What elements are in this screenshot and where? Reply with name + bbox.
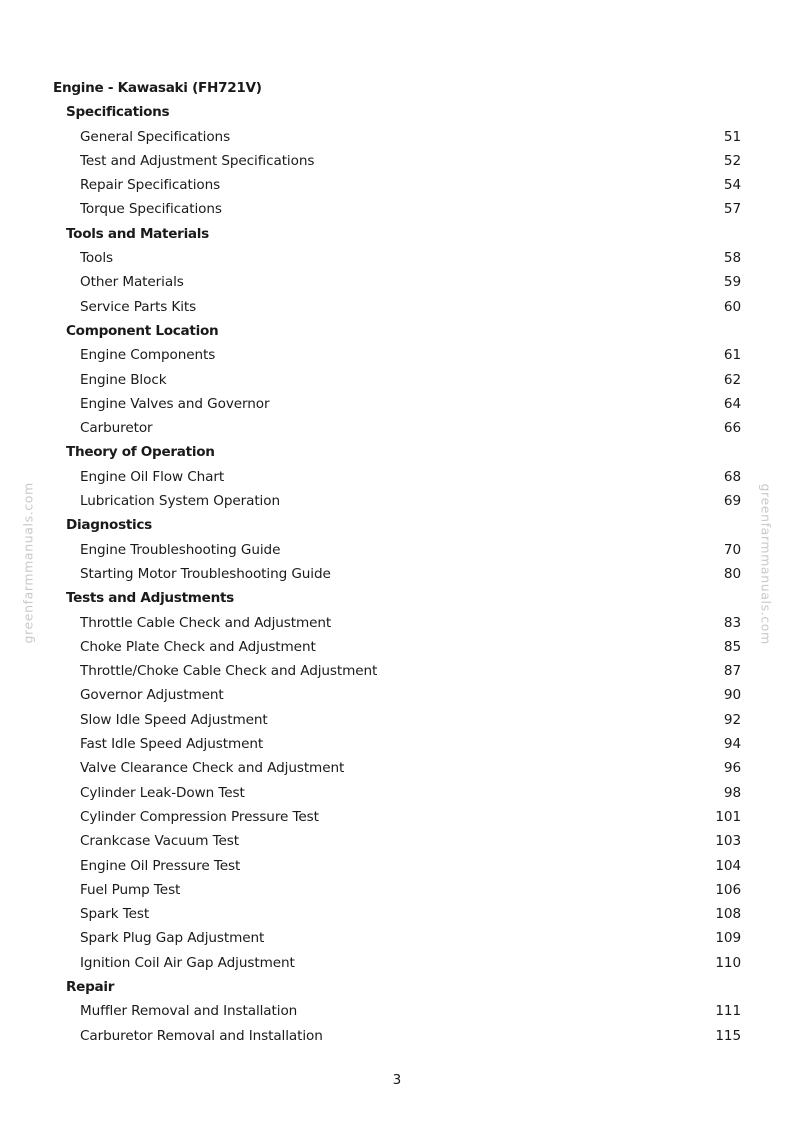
toc-entry[interactable] xyxy=(0,805,794,829)
toc-title[interactable]: Engine - Kawasaki (FH721V) xyxy=(53,80,262,96)
toc-entry-page-number: 87 xyxy=(723,663,741,680)
toc-entry[interactable] xyxy=(0,562,794,586)
toc-entry[interactable] xyxy=(0,538,794,562)
toc-entry-page-number: 68 xyxy=(723,468,741,485)
toc-entry-page-number: 80 xyxy=(723,565,741,582)
toc-entry[interactable] xyxy=(0,635,794,659)
toc-entry-label: Test and Adjustment Specifications xyxy=(80,152,315,169)
toc-entry-page-number: 110 xyxy=(715,954,741,971)
toc-entry[interactable] xyxy=(0,951,794,975)
toc-entry-page-number: 51 xyxy=(723,128,741,145)
toc-entry-page-number: 83 xyxy=(723,614,741,631)
toc-section-heading[interactable]: Specifications xyxy=(66,104,170,121)
toc-section-heading[interactable]: Tests and Adjustments xyxy=(66,590,234,607)
toc-entry[interactable] xyxy=(0,781,794,805)
toc-entry[interactable] xyxy=(0,368,794,392)
toc-entry-page-number: 57 xyxy=(723,201,741,218)
toc-entry-page-number: 66 xyxy=(723,420,741,437)
toc-entry[interactable] xyxy=(0,756,794,780)
toc-entry-label: General Specifications xyxy=(80,128,231,145)
toc-entry[interactable] xyxy=(0,125,794,149)
toc-section-heading[interactable]: Diagnostics xyxy=(66,517,152,534)
toc-entry-label: Spark Plug Gap Adjustment xyxy=(80,930,265,947)
toc-entry-page-number: 109 xyxy=(715,930,741,947)
toc-entry[interactable] xyxy=(0,392,794,416)
toc-entry[interactable] xyxy=(0,732,794,756)
toc-entry-page-number: 96 xyxy=(723,760,741,777)
toc-entry[interactable] xyxy=(0,902,794,926)
toc-entry[interactable] xyxy=(0,295,794,319)
toc-entry-page-number: 98 xyxy=(723,784,741,801)
toc-entry-page-number: 92 xyxy=(723,711,741,728)
toc-entry-page-number: 70 xyxy=(723,541,741,558)
page-number: 3 xyxy=(392,1072,402,1088)
table-of-contents xyxy=(0,76,794,1048)
toc-entry[interactable] xyxy=(0,489,794,513)
toc-entry-label: Engine Block xyxy=(80,371,167,388)
toc-entry-label: Throttle/Choke Cable Check and Adjustment xyxy=(80,663,378,680)
toc-entry-page-number: 115 xyxy=(715,1027,741,1044)
toc-entry-page-number: 58 xyxy=(723,250,741,267)
toc-entry-page-number: 69 xyxy=(723,493,741,510)
toc-entry-label: Service Parts Kits xyxy=(80,298,197,315)
toc-entry-page-number: 104 xyxy=(715,857,741,874)
toc-entry-label: Fuel Pump Test xyxy=(80,881,181,898)
toc-entry-page-number: 103 xyxy=(715,833,741,850)
toc-entry-label: Tools xyxy=(80,250,113,267)
toc-entry[interactable] xyxy=(0,270,794,294)
toc-entry-label: Carburetor Removal and Installation xyxy=(80,1027,323,1044)
toc-entry-label: Engine Components xyxy=(80,347,216,364)
toc-entry[interactable] xyxy=(0,926,794,950)
toc-entry[interactable] xyxy=(0,246,794,270)
toc-entry-label: Cylinder Leak-Down Test xyxy=(80,784,245,801)
toc-section-heading[interactable]: Component Location xyxy=(66,322,219,339)
toc-entry-label: Valve Clearance Check and Adjustment xyxy=(80,760,345,777)
toc-entry-page-number: 111 xyxy=(715,1003,741,1020)
toc-entry-label: Ignition Coil Air Gap Adjustment xyxy=(80,954,295,971)
toc-entry-page-number: 101 xyxy=(715,808,741,825)
toc-entry[interactable] xyxy=(0,611,794,635)
toc-entry-label: Starting Motor Troubleshooting Guide xyxy=(80,565,331,582)
watermark-left: greenfarmmanuals.com xyxy=(20,482,36,644)
toc-entry-label: Repair Specifications xyxy=(80,177,221,194)
toc-entry[interactable] xyxy=(0,708,794,732)
toc-entry-label: Throttle Cable Check and Adjustment xyxy=(80,614,332,631)
toc-entry[interactable] xyxy=(0,416,794,440)
toc-entry[interactable] xyxy=(0,878,794,902)
toc-entry-page-number: 59 xyxy=(723,274,741,291)
toc-entry-label: Engine Oil Pressure Test xyxy=(80,857,241,874)
toc-entry[interactable] xyxy=(0,854,794,878)
toc-entry-page-number: 62 xyxy=(723,371,741,388)
watermark-right: greenfarmmanuals.com xyxy=(758,483,774,645)
toc-entry-label: Engine Troubleshooting Guide xyxy=(80,541,281,558)
toc-entry-page-number: 94 xyxy=(723,736,741,753)
toc-entry[interactable] xyxy=(0,683,794,707)
toc-entry-label: Lubrication System Operation xyxy=(80,493,280,510)
toc-entry[interactable] xyxy=(0,343,794,367)
toc-entry-label: Cylinder Compression Pressure Test xyxy=(80,808,319,825)
toc-entry-label: Carburetor xyxy=(80,420,153,437)
toc-entry-page-number: 90 xyxy=(723,687,741,704)
toc-entry-page-number: 54 xyxy=(723,177,741,194)
toc-entry-page-number: 106 xyxy=(715,881,741,898)
toc-entry-label: Crankcase Vacuum Test xyxy=(80,833,239,850)
toc-entry[interactable] xyxy=(0,659,794,683)
toc-entry-page-number: 52 xyxy=(723,152,741,169)
toc-section-heading[interactable]: Repair xyxy=(66,978,115,995)
toc-entry-page-number: 60 xyxy=(723,298,741,315)
toc-entry-page-number: 61 xyxy=(723,347,741,364)
toc-entry-page-number: 108 xyxy=(715,906,741,923)
toc-entry-page-number: 64 xyxy=(723,395,741,412)
toc-section-heading[interactable]: Theory of Operation xyxy=(66,444,215,461)
toc-entry[interactable] xyxy=(0,829,794,853)
toc-entry[interactable] xyxy=(0,197,794,221)
toc-entry[interactable] xyxy=(0,1024,794,1048)
toc-entry[interactable] xyxy=(0,465,794,489)
toc-entry-label: Slow Idle Speed Adjustment xyxy=(80,711,268,728)
toc-entry-label: Muffler Removal and Installation xyxy=(80,1003,298,1020)
toc-entry-label: Spark Test xyxy=(80,906,150,923)
toc-entry[interactable] xyxy=(0,149,794,173)
toc-entry-label: Engine Oil Flow Chart xyxy=(80,468,225,485)
toc-entry-label: Governor Adjustment xyxy=(80,687,224,704)
toc-entry-label: Engine Valves and Governor xyxy=(80,395,270,412)
toc-entry-label: Choke Plate Check and Adjustment xyxy=(80,638,316,655)
toc-entry-label: Fast Idle Speed Adjustment xyxy=(80,736,264,753)
toc-entry[interactable] xyxy=(0,173,794,197)
toc-entry[interactable] xyxy=(0,999,794,1023)
toc-entry-page-number: 85 xyxy=(723,638,741,655)
toc-section-heading[interactable]: Tools and Materials xyxy=(66,225,209,242)
toc-entry-label: Other Materials xyxy=(80,274,184,291)
toc-entry-label: Torque Specifications xyxy=(80,201,222,218)
